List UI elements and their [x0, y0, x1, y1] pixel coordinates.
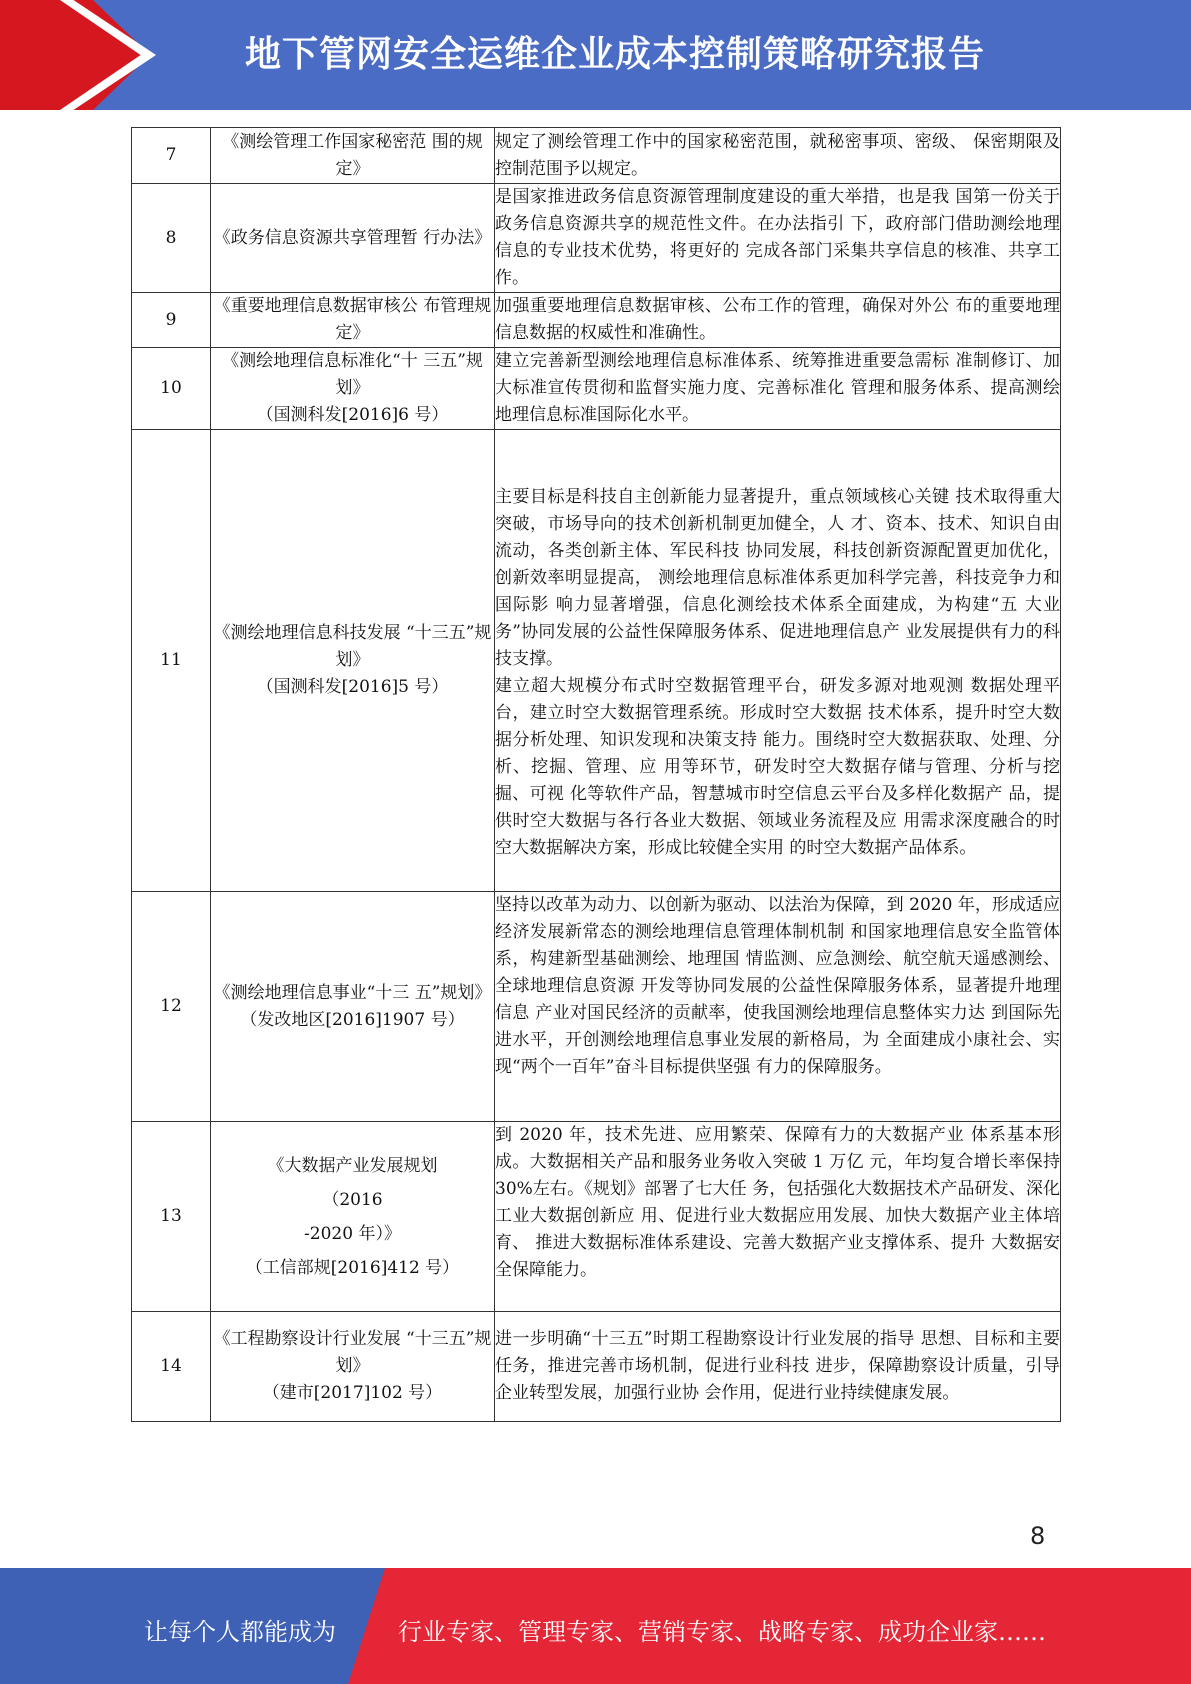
regulation-name	[211, 348, 495, 430]
row-number: 13	[132, 1122, 211, 1312]
regulation-name-line: 《大数据产业发展规划	[267, 1155, 438, 1176]
regulation-name-line: 《政务信息资源共享管理暂 行办法》	[213, 227, 492, 248]
regulation-description	[495, 348, 1061, 430]
regulation-description	[495, 892, 1061, 1122]
regulation-name-line: （2016	[322, 1189, 383, 1210]
description-paragraph: 建立完善新型测绘地理信息标准体系、统筹推进重要急需标 准制修订、加大标准宣传贯彻和监督实施力度、完善标准化 管理和服务体系、提高测绘地理信息标准国际化水平。	[495, 351, 1060, 425]
header-red-arrow	[0, 0, 150, 110]
description-paragraph: 主要目标是科技自主创新能力显著提升，重点领域核心关键 技术取得重大突破，市场导向的技术创新机制更加健全，人 才、资本、技术、知识自由流动，各类创新主体、军民科技 协同发展，科技创新资源配置更加优化，创新效率明显提高， 测绘地理信息标准体系更加科学完善，科技竞争力和国际影 响力显著增强，信息化测绘技术体系全面建成，为构建“五 大业务”协同发展的公益性保障服务体系、促进地理信息产 业发展提供有力的科技支撑。	[495, 487, 1060, 669]
regulation-description	[495, 1122, 1061, 1312]
row-number: 10	[132, 348, 211, 430]
description-paragraph: 坚持以改革为动力、以创新为驱动、以法治为保障，到 2020 年，形成适应经济发展新常态的测绘地理信息管理体制机制 和国家地理信息安全监管体系，构建新型基础测绘、地理国 情监测、应急测绘、航空航天遥感测绘、全球地理信息资源 开发等协同发展的公益性保障服务体系，显著提升地理信息 产业对国民经济的贡献率，使我国测绘地理信息整体实力达 到国际先进水平，开创测绘地理信息事业发展的新格局，为 全面建成小康社会、实现“两个一百年”奋斗目标提供坚强 有力的保障服务。	[495, 895, 1060, 1077]
row-number: 11	[132, 430, 211, 892]
table-row	[132, 293, 1061, 348]
description-paragraph: 是国家推进政务信息资源管理制度建设的重大举措，也是我 国第一份关于政务信息资源共享的规范性文件。在办法指引 下，政府部门借助测绘地理信息的专业技术优势，将更好的 完成各部门采集共享信息的核准、共享工作。	[495, 187, 1060, 288]
regulation-name-line: 《重要地理信息数据审核公 布管理规定》	[213, 296, 492, 343]
row-number: 8	[132, 184, 211, 293]
regulation-description	[495, 184, 1061, 293]
regulation-name	[211, 1312, 495, 1422]
regulation-name	[211, 430, 495, 892]
regulation-name-line: （国测科发[2016]6 号）	[256, 405, 449, 425]
page-title: 地下管网安全运维企业成本控制策略研究报告	[245, 34, 986, 75]
footer-slogan-left: 让每个人都能成为	[144, 1618, 336, 1646]
regulation-name	[211, 892, 495, 1122]
regulation-name	[211, 184, 495, 293]
regulation-name-line: （工信部规[2016]412 号）	[245, 1257, 460, 1278]
description-paragraph: 到 2020 年，技术先进、应用繁荣、保障有力的大数据产业 体系基本形成。大数据相关产品和服务业务收入突破 1 万亿 元，年均复合增长率保持 30%左右。《规划》部署了七大任 务，包括强化大数据技术产品研发、深化工业大数据创新应 用、促进行业大数据应用发展、加快大数据产业主体培育、 推进大数据标准体系建设、完善大数据产业支撑体系、提升 大数据安全保障能力。	[495, 1125, 1060, 1280]
table-row	[132, 348, 1061, 430]
regulation-name-line: （发改地区[2016]1907 号）	[240, 1009, 465, 1030]
table-row	[132, 184, 1061, 293]
regulation-description	[495, 293, 1061, 348]
description-paragraph: 进一步明确“十三五”时期工程勘察设计行业发展的指导 思想、目标和主要任务，推进完善市场机制，促进行业科技 进步，保障勘察设计质量，引导企业转型发展，加强行业协 会作用，促进行业持续健康发展。	[495, 1329, 1060, 1403]
row-number: 14	[132, 1312, 211, 1422]
description-paragraph: 规定了测绘管理工作中的国家秘密范围，就秘密事项、密级、 保密期限及控制范围予以规定。	[495, 131, 1060, 179]
regulations-table	[131, 127, 1061, 1422]
table-row	[132, 1122, 1061, 1312]
footer-slogan-right: 行业专家、管理专家、营销专家、战略专家、成功企业家……	[398, 1618, 1046, 1646]
footer-banner	[0, 1568, 1191, 1684]
row-number: 12	[132, 892, 211, 1122]
regulation-name	[211, 128, 495, 184]
regulation-name	[211, 293, 495, 348]
header-banner	[0, 0, 1191, 110]
row-number: 7	[132, 128, 211, 184]
table-row	[132, 1312, 1061, 1422]
regulation-description	[495, 1312, 1061, 1422]
table-row	[132, 128, 1061, 184]
regulation-name-line: （国测科发[2016]5 号）	[256, 677, 449, 697]
description-paragraph: 加强重要地理信息数据审核、公布工作的管理，确保对外公 布的重要地理信息数据的权威性和准确性。	[495, 296, 1060, 343]
table-row	[132, 430, 1061, 892]
regulation-description	[495, 128, 1061, 184]
regulation-description	[495, 430, 1061, 892]
regulation-name-line: 《测绘地理信息标准化“十 三五”规划》	[222, 351, 483, 398]
regulation-name-line: 《测绘地理信息事业“十三 五”规划》	[213, 982, 492, 1003]
regulation-name	[211, 1122, 495, 1312]
regulation-name-line: 《测绘地理信息科技发展 “十三五”规划》	[213, 623, 492, 670]
regulation-name-line: 《工程勘察设计行业发展 “十三五”规划》	[213, 1329, 492, 1376]
table-row	[132, 892, 1061, 1122]
row-number: 9	[132, 293, 211, 348]
description-paragraph: 建立超大规模分布式时空数据管理平台，研发多源对地观测 数据处理平台，建立时空大数据管理系统。形成时空大数据 技术体系，提升时空大数据分析处理、知识发现和决策支持 能力。围绕时空大数据获取、处理、分析、挖掘、管理、应 用等环节，研发时空大数据存储与管理、分析与挖掘、可视 化等软件产品，智慧城市时空信息云平台及多样化数据产 品，提供时空大数据与各行各业大数据、领域业务流程及应 用需求深度融合的时空大数据解决方案，形成比较健全实用 的时空大数据产品体系。	[495, 676, 1060, 858]
regulation-name-line: -2020 年）》	[304, 1223, 401, 1244]
regulation-name-line: （建市[2017]102 号）	[262, 1383, 443, 1403]
regulation-name-line: 《测绘管理工作国家秘密范 围的规定》	[222, 131, 483, 179]
page-number: 8	[1030, 1522, 1046, 1550]
